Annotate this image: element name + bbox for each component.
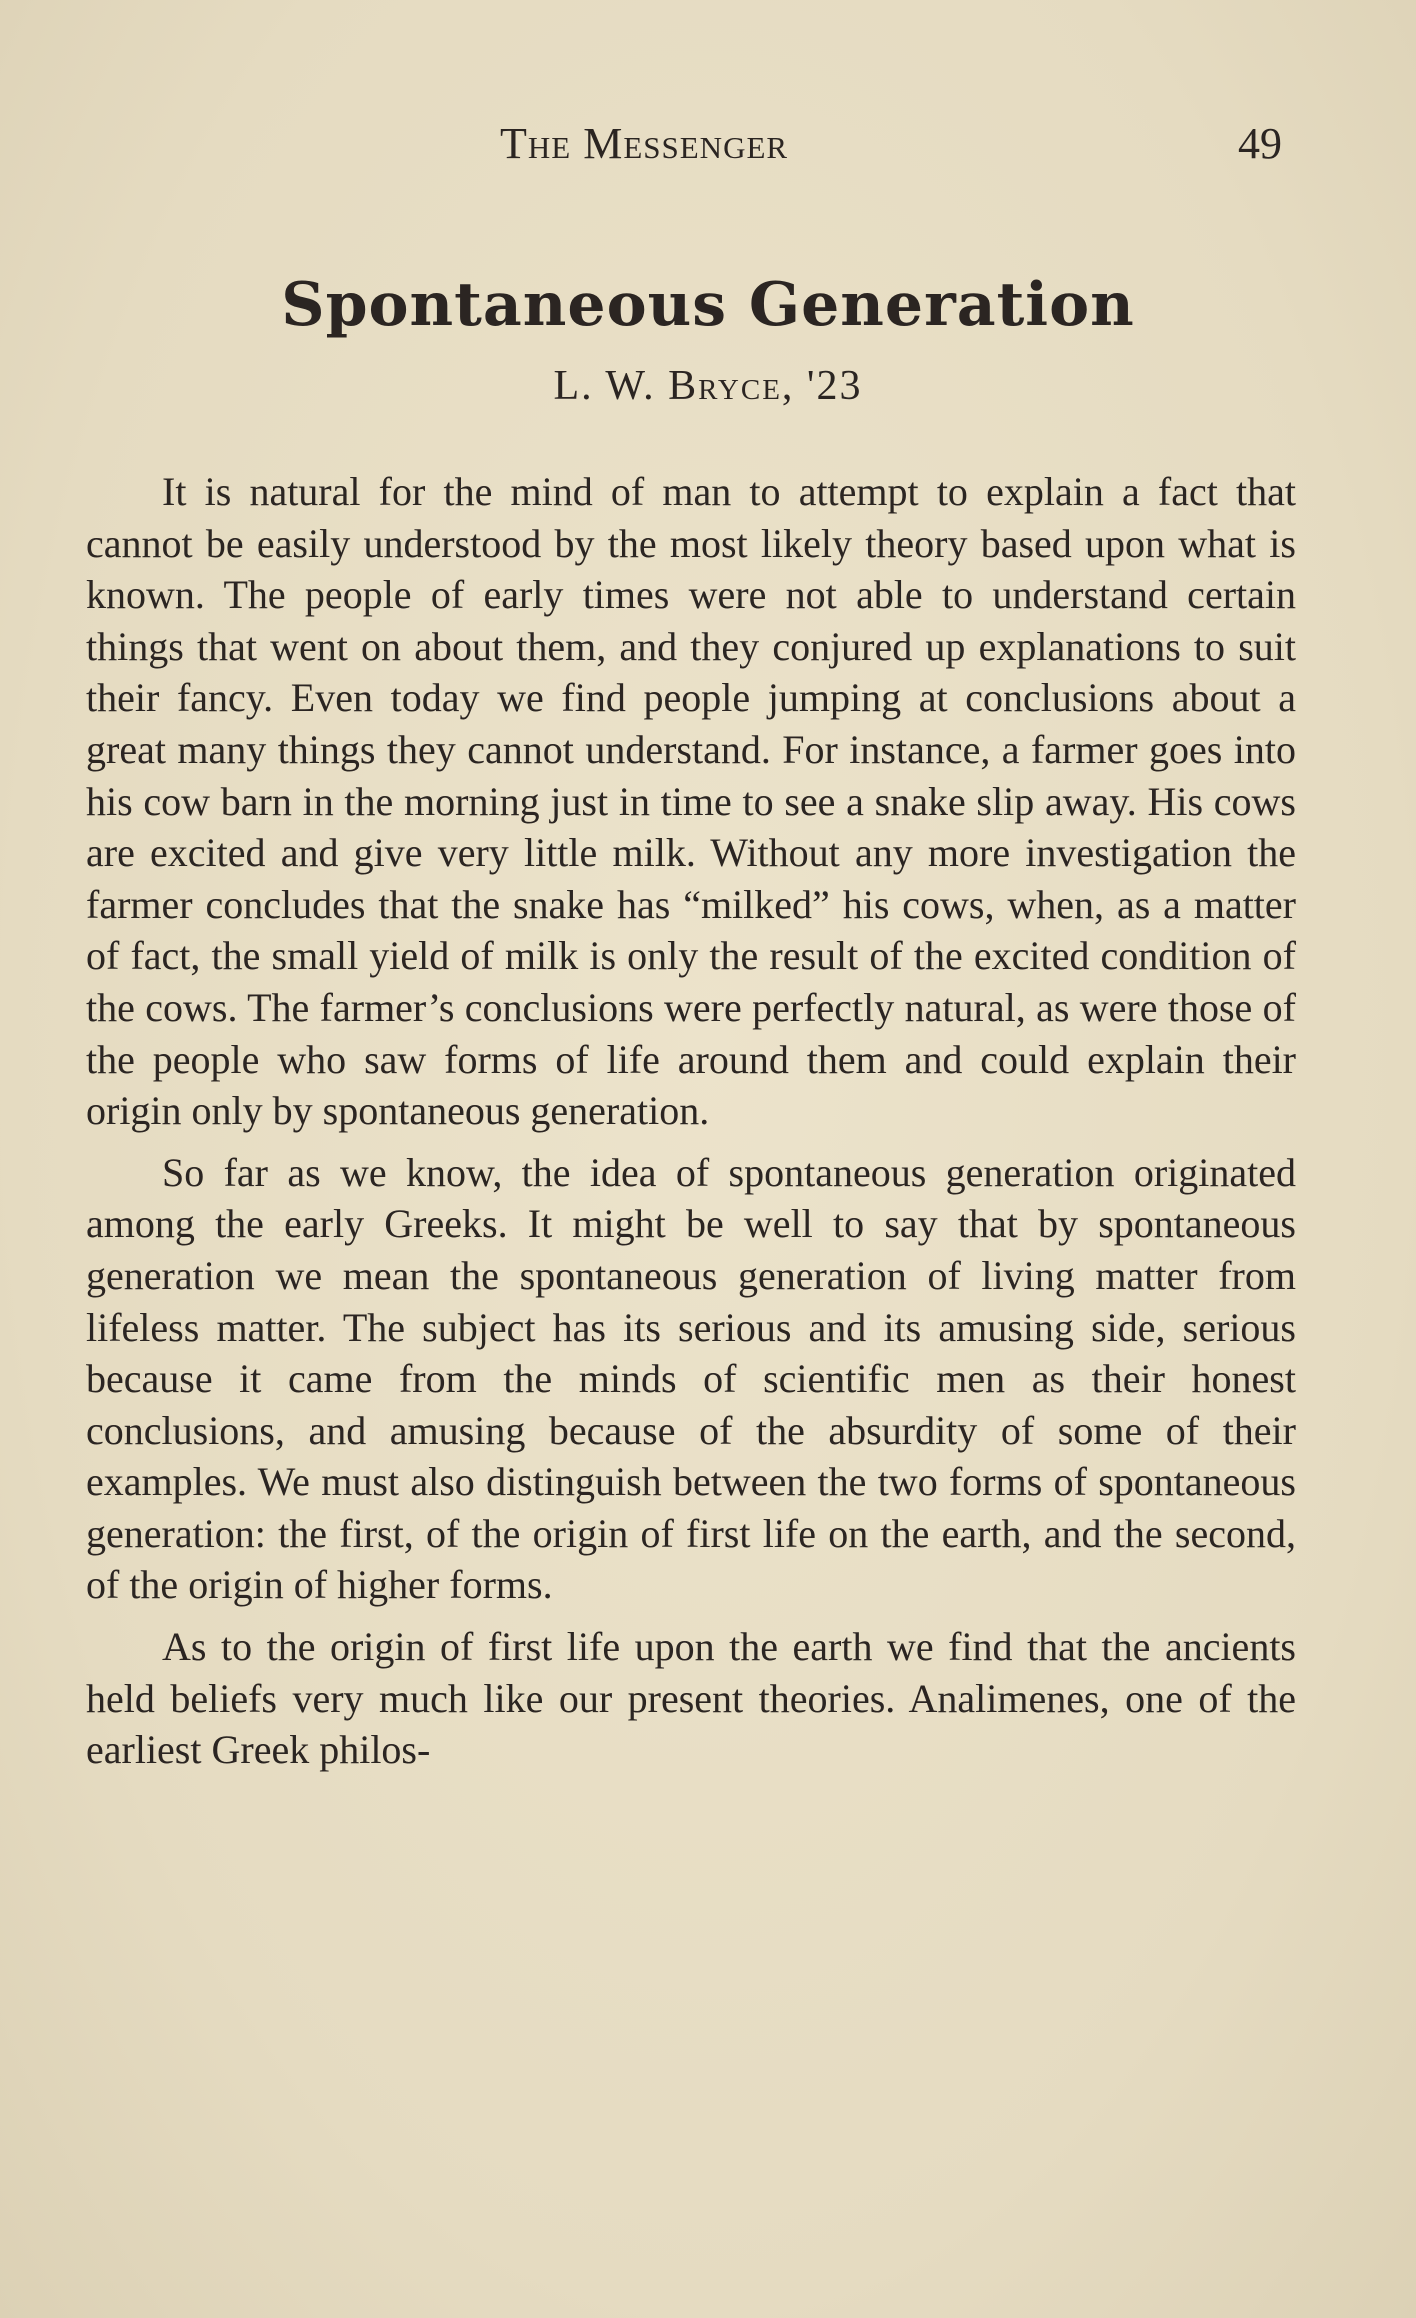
page-number: 49 <box>1238 119 1282 168</box>
body-paragraph: It is natural for the mind of man to attempt to explain a fact that cannot be easily understood by the most likely theory based upon what is known. The people of early times were not able to understand certain things that went on about them, and they conjured up explanations to suit their fancy. Even today we find people jumping at conclusions about a great many things they cannot understand. For instance, a farmer goes into his cow barn in the morning just in time to see a snake slip away. His cows are excited and give very little milk. Without any more investigation the farmer concludes that the snake has “milked” his cows, when, as a matter of fact, the small yield of milk is only the result of the excited condition of the cows. The farmer’s conclusions were perfectly natural, as were those of the people who saw forms of life around them and could explain their origin only by spontaneous generation. <box>86 469 1296 1134</box>
article-title: Spontaneous Generation <box>281 270 1135 340</box>
article-byline: L. W. Bryce, '23 <box>553 363 863 409</box>
article-body <box>86 466 1296 1776</box>
running-head <box>0 118 1416 178</box>
running-title: The Messenger <box>500 119 789 168</box>
body-paragraph: So far as we know, the idea of spontaneous generation originated among the early Greeks. It might be well to say that by spontaneous generation we mean the spontaneous generation of living matter from lifeless matter. The subject has its serious and its amusing side, serious because it came from the minds of scientific men as their honest conclusions, and amusing because of the absurdity of some of their examples. We must also distinguish between the two forms of spontaneous generation: the first, of the origin of first life on the earth, and the second, of the origin of higher forms. <box>86 1149 1296 1608</box>
body-paragraph: As to the origin of first life upon the earth we find that the ancients held beliefs very much like our present theories. Analimenes, one of the earliest Greek philos- <box>86 1624 1296 1773</box>
